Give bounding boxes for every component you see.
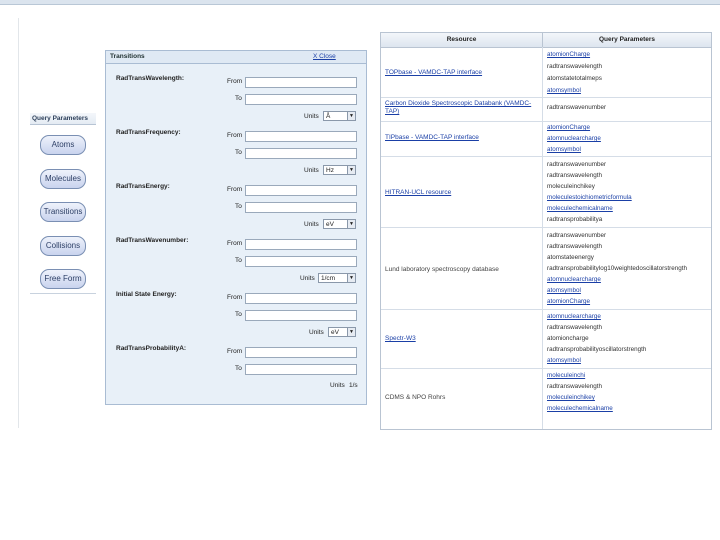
- wavelength-units-select[interactable]: [323, 111, 356, 121]
- wavelength-to-input[interactable]: [245, 94, 357, 105]
- param-item[interactable]: moleculechemicalname: [547, 205, 613, 212]
- param-item[interactable]: atomionCharge: [547, 51, 591, 58]
- frequency-to-input[interactable]: [245, 148, 357, 159]
- energy-unit-value: eV: [326, 221, 334, 228]
- frequency-label: RadTransFrequency:: [116, 129, 181, 136]
- resource-name: CDMS & NPO Rohrs: [385, 394, 446, 401]
- panel-header: [106, 51, 366, 64]
- chevron-down-icon: ▼: [347, 112, 355, 120]
- param-item[interactable]: moleculeinchikey: [547, 394, 595, 401]
- transitions-button[interactable]: Transitions: [40, 202, 86, 222]
- param-item[interactable]: atomnuclearcharge: [547, 276, 601, 283]
- param-item[interactable]: moleculestoichiometricformula: [547, 194, 632, 201]
- wavenumber-from-input[interactable]: [245, 239, 357, 250]
- resource-link[interactable]: TIPbase - VAMDC-TAP interface: [385, 134, 479, 141]
- row-divider: [381, 309, 711, 310]
- energy-label: RadTransEnergy:: [116, 183, 170, 190]
- units-label: Units: [304, 167, 319, 174]
- initial-energy-units-select[interactable]: [328, 327, 356, 337]
- param-item[interactable]: atomsymbol: [547, 287, 581, 294]
- frequency-from-input[interactable]: [245, 131, 357, 142]
- initial-energy-unit-value: eV: [331, 329, 339, 336]
- resource-name: Lund laboratory spectroscopy database: [385, 266, 499, 273]
- free-form-button[interactable]: Free Form: [40, 269, 86, 289]
- units-label: Units: [300, 275, 315, 282]
- initial-state-energy-label: Initial State Energy:: [116, 291, 177, 298]
- param-item: radtransprobabilityoscillatorstrength: [547, 346, 647, 353]
- to-label: To: [235, 365, 242, 372]
- from-label: From: [227, 186, 243, 193]
- query-parameters-column-header: Query Parameters: [543, 33, 711, 48]
- wavenumber-unit-value: 1/cm: [321, 275, 336, 282]
- param-item[interactable]: atomionCharge: [547, 298, 591, 305]
- resource-column-header: Resource: [381, 33, 543, 48]
- wavenumber-label: RadTransWavenumber:: [116, 237, 189, 244]
- initial-energy-from-input[interactable]: [245, 293, 357, 304]
- param-item: atomstatetotalmeps: [547, 75, 602, 82]
- to-label: To: [235, 203, 242, 210]
- row-divider: [381, 368, 711, 369]
- energy-units-select[interactable]: [323, 219, 356, 229]
- units-label: Units: [304, 113, 319, 120]
- from-label: From: [227, 294, 243, 301]
- param-item: atomioncharge: [547, 335, 589, 342]
- resource-link[interactable]: HITRAN-UCL resource: [385, 189, 452, 196]
- param-item[interactable]: atomnuclearcharge: [547, 135, 601, 142]
- atoms-button[interactable]: Atoms: [40, 135, 86, 155]
- initial-energy-to-input[interactable]: [245, 310, 357, 321]
- from-label: From: [227, 132, 243, 139]
- param-item: radtranswavelength: [547, 243, 602, 250]
- wavelength-unit-value: Å: [326, 113, 331, 120]
- param-item: radtransprobabilitylog10weightedoscillatorstrength: [547, 265, 688, 272]
- param-item[interactable]: moleculechemicalname: [547, 405, 613, 412]
- probability-to-input[interactable]: [245, 364, 357, 375]
- param-item: radtranswavelength: [547, 63, 602, 70]
- chevron-down-icon: ▼: [347, 220, 355, 228]
- param-item: radtranswavelength: [547, 324, 602, 331]
- transitions-panel: [105, 50, 367, 405]
- wavelength-from-input[interactable]: [245, 77, 357, 88]
- frequency-unit-value: Hz: [326, 167, 334, 174]
- panel-title: Transitions: [110, 53, 145, 60]
- query-parameters-sidebar: [30, 113, 96, 283]
- chevron-down-icon: ▼: [347, 274, 355, 282]
- close-link[interactable]: X Close: [313, 53, 336, 60]
- to-label: To: [235, 257, 242, 264]
- probability-from-input[interactable]: [245, 347, 357, 358]
- param-item[interactable]: atomionCharge: [547, 124, 591, 131]
- wavenumber-to-input[interactable]: [245, 256, 357, 267]
- from-label: From: [227, 240, 243, 247]
- energy-to-input[interactable]: [245, 202, 357, 213]
- energy-from-input[interactable]: [245, 185, 357, 196]
- param-item: radtransprobabilitya: [547, 216, 603, 223]
- param-item[interactable]: atomsymbol: [547, 146, 581, 153]
- chevron-down-icon: ▼: [347, 328, 355, 336]
- wavelength-label: RadTransWavelength:: [116, 75, 185, 82]
- units-label: Units: [304, 221, 319, 228]
- query-parameters-title: Query Parameters: [30, 113, 96, 125]
- units-label: Units: [330, 382, 345, 389]
- molecules-button[interactable]: Molecules: [40, 169, 86, 189]
- param-item: radtranswavelength: [547, 172, 602, 179]
- to-label: To: [235, 95, 242, 102]
- resource-link[interactable]: Carbon Dioxide Spectroscopic Databank (VAMDC-TAP): [385, 100, 532, 115]
- resource-link[interactable]: TOPbase - VAMDC-TAP interface: [385, 69, 483, 76]
- param-item[interactable]: moleculeinchi: [547, 372, 586, 379]
- param-item[interactable]: atomnuclearcharge: [547, 313, 601, 320]
- frequency-units-select[interactable]: [323, 165, 356, 175]
- row-divider: [381, 156, 711, 157]
- param-item: radtranswavenumber: [547, 161, 607, 168]
- browser-top-bar: [0, 0, 720, 5]
- collisions-button[interactable]: Collisions: [40, 236, 86, 256]
- column-divider: [542, 47, 543, 429]
- resource-link[interactable]: Spectr-W3: [385, 335, 416, 342]
- row-divider: [381, 97, 711, 98]
- chevron-down-icon: ▼: [347, 166, 355, 174]
- param-item: radtranswavelength: [547, 383, 602, 390]
- param-item: moleculeinchikey: [547, 183, 595, 190]
- param-item[interactable]: atomsymbol: [547, 87, 581, 94]
- probability-a-label: RadTransProbabilityA:: [116, 345, 187, 352]
- from-label: From: [227, 348, 243, 355]
- to-label: To: [235, 149, 242, 156]
- param-item: radtranswavenumber: [547, 232, 607, 239]
- units-label: Units: [309, 329, 324, 336]
- from-label: From: [227, 78, 243, 85]
- param-item[interactable]: atomsymbol: [547, 357, 581, 364]
- row-divider: [381, 227, 711, 228]
- probability-unit: 1/s: [349, 382, 358, 389]
- resource-table: [380, 32, 712, 430]
- sidebar-divider: [30, 293, 96, 294]
- wavenumber-units-select[interactable]: [318, 273, 356, 283]
- to-label: To: [235, 311, 242, 318]
- row-divider: [381, 121, 711, 122]
- param-item: atomstateenergy: [547, 254, 594, 261]
- param-item: radtranswavenumber: [547, 104, 607, 111]
